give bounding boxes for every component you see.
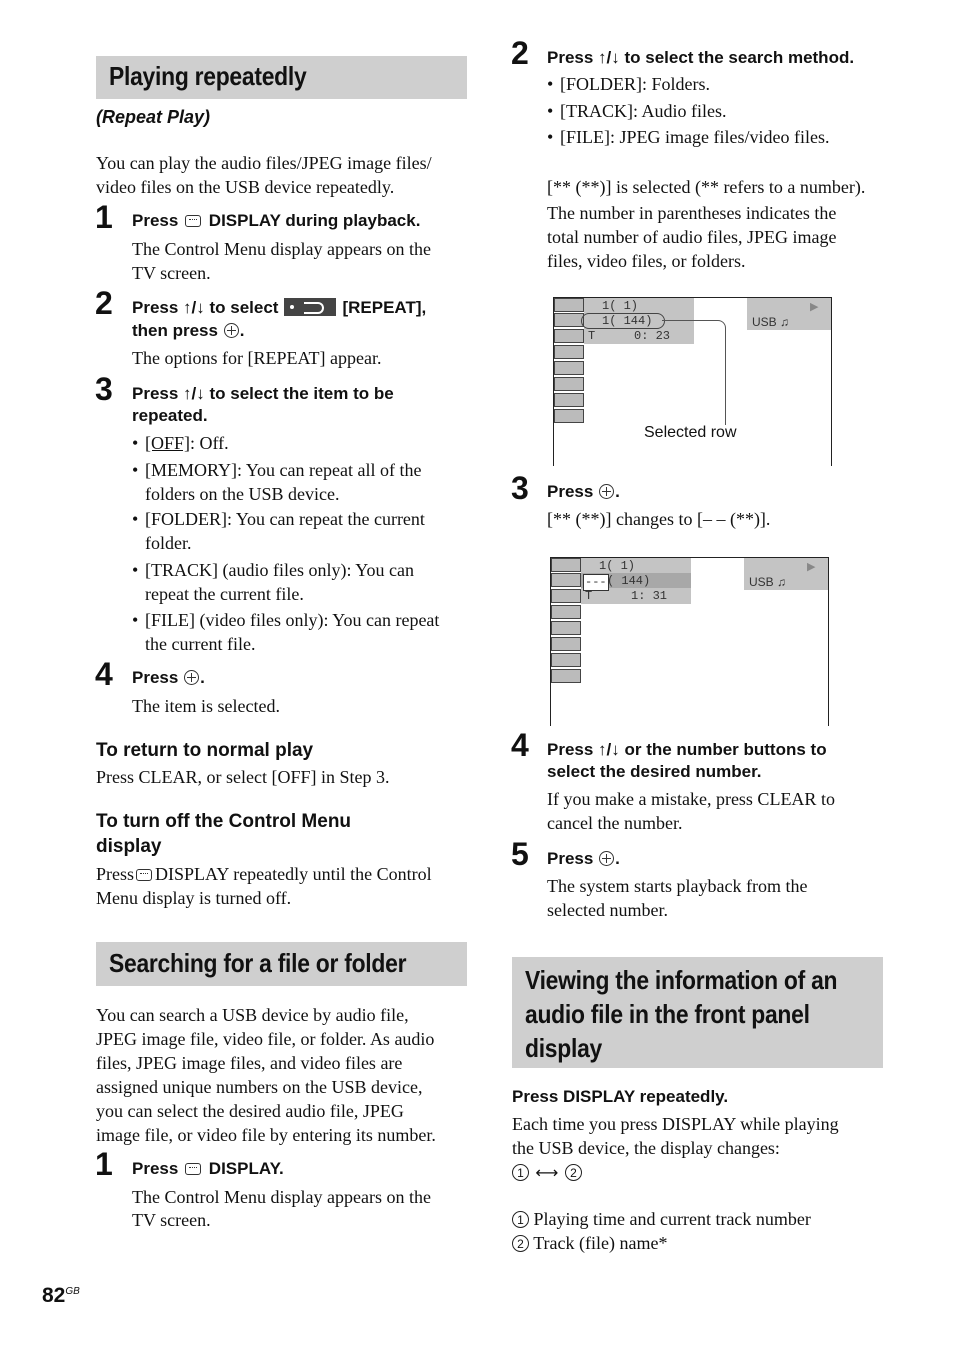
- control-menu-screen-2: [550, 557, 829, 726]
- para-line: JPEG image file, video file, or folder. As audio: [96, 1029, 435, 1049]
- step-desc: [** (**)] changes to [– – (**)].: [547, 509, 771, 529]
- desc-text: Press: [96, 864, 135, 884]
- bullet-text: repeat the current file.: [145, 584, 304, 604]
- step-number: 4: [95, 656, 113, 692]
- step-text: .: [615, 482, 620, 501]
- desc-text: DISPLAY repeatedly until the Control: [155, 864, 432, 884]
- step-text: .: [615, 849, 620, 868]
- bullet-text: folders on the USB device.: [145, 484, 340, 504]
- enter-button-icon: [184, 670, 199, 685]
- intro-line-2: video files on the USB device repeatedly.: [96, 177, 395, 197]
- screen-row: ( 144): [607, 574, 651, 588]
- section-title-text: Searching for a file or folder: [109, 948, 407, 978]
- para-line: image file, or video file by entering its number.: [96, 1125, 436, 1145]
- bullet-text: [FILE] (video files only): You can repeat: [145, 610, 440, 630]
- step-desc: The item is selected.: [132, 696, 280, 716]
- display-button-icon: [136, 869, 152, 881]
- step-number: 2: [511, 35, 529, 71]
- screen-row: T: [585, 589, 593, 603]
- bullet-text: [MEMORY]: You can repeat all of the: [145, 460, 422, 480]
- section-subheading: Press DISPLAY repeatedly.: [512, 1087, 729, 1106]
- screen-row: T: [588, 329, 596, 343]
- step-heading: [132, 666, 205, 689]
- step-number: 1: [95, 1146, 113, 1182]
- search-intro: [96, 1003, 476, 1147]
- section-title-line: Viewing the information of an: [525, 965, 838, 995]
- bullet-text: [FOLDER]: You can repeat the current: [145, 509, 425, 529]
- step-text: Press: [132, 1159, 179, 1178]
- step-desc: selected number.: [547, 900, 668, 920]
- para-line: files, JPEG image files, and video files are: [96, 1053, 403, 1073]
- step-desc: The system starts playback from the: [547, 876, 808, 896]
- bullet: • [FOLDER]: Folders.: [547, 74, 710, 94]
- bullet-text: : Off.: [190, 433, 229, 453]
- circled-number: 2: [565, 1164, 582, 1181]
- turn-off-desc: [96, 862, 432, 886]
- callout-line: [662, 320, 726, 425]
- step-number: 4: [511, 727, 529, 763]
- section-title-line: display: [525, 1033, 602, 1063]
- section-title-line: audio file in the front panel: [525, 999, 810, 1029]
- bullet-text: folder.: [145, 533, 192, 553]
- bullet-text: [TRACK]: Audio files.: [560, 101, 727, 121]
- item-text: Playing time and current track number: [533, 1209, 811, 1229]
- step-heading: [132, 296, 426, 319]
- step-text: Press ↑/↓ to select: [132, 298, 279, 317]
- step-heading: [547, 480, 620, 503]
- subheading-turn-off: To turn off the Control Menu: [96, 811, 352, 832]
- page-number-suffix: GB: [65, 1286, 80, 1297]
- step-heading: [132, 319, 244, 342]
- step-text: Press: [547, 482, 594, 501]
- step-text: Press: [132, 211, 179, 230]
- display-button-icon: [185, 215, 201, 227]
- circled-number: 1: [512, 1211, 529, 1228]
- step-desc: If you make a mistake, press CLEAR to: [547, 789, 835, 809]
- control-menu-screen-1: [553, 297, 832, 466]
- turn-off-desc: Menu display is turned off.: [96, 888, 292, 908]
- play-icon: ▶: [807, 561, 816, 573]
- step-desc: The Control Menu display appears on the: [132, 239, 431, 259]
- step-text: then press: [132, 321, 218, 340]
- bidirectional-arrow-icon: ⟷: [535, 1163, 559, 1182]
- para-line: The number in parentheses indicates the: [547, 203, 837, 223]
- bullet-text: [TRACK] (audio files only): You can: [145, 560, 414, 580]
- para-line: assigned unique numbers on the USB device,: [96, 1077, 423, 1097]
- step-heading: Press ↑/↓ or the number buttons to: [547, 740, 827, 759]
- step-desc: TV screen.: [132, 263, 211, 283]
- bullet: • [TRACK]: Audio files.: [547, 101, 727, 121]
- display-item-1: [512, 1207, 811, 1231]
- section-desc: Each time you press DISPLAY while playing: [512, 1114, 839, 1134]
- bullet: • [FILE]: JPEG image files/video files.: [547, 127, 830, 147]
- step-heading: select the desired number.: [547, 762, 762, 781]
- page-number-text: 82: [42, 1284, 66, 1307]
- section-desc: the USB device, the display changes:: [512, 1138, 780, 1158]
- step-number: 1: [95, 199, 113, 235]
- step-text: Press: [547, 849, 594, 868]
- enter-button-icon: [224, 323, 239, 338]
- screen-row: 1: 31: [631, 589, 668, 603]
- circled-number: 1: [512, 1164, 529, 1181]
- step-number: 2: [95, 285, 113, 321]
- step-text: Press: [132, 668, 179, 687]
- bullet-file: • [FILE] (video files only): You can repeat the current file.: [132, 610, 440, 654]
- step-text: [REPEAT],: [342, 298, 427, 317]
- intro-line-1: You can play the audio files/JPEG image files/: [96, 153, 432, 173]
- step-heading: [132, 1157, 284, 1180]
- section-title-searching: [96, 942, 467, 986]
- search-method-note: [547, 175, 892, 273]
- para-line: you can select the desired audio file, JPEG: [96, 1101, 404, 1121]
- screen-row-input: ---: [585, 575, 607, 589]
- screen-row: 1( 144): [602, 314, 653, 328]
- bullet-folder: • [FOLDER]: You can repeat the current folder.: [132, 509, 425, 553]
- subheading-turn-off: display: [96, 836, 162, 857]
- usb-indicator: USB ♫: [749, 575, 787, 589]
- step-heading: [132, 209, 420, 232]
- step-desc: The Control Menu display appears on the: [132, 1187, 431, 1207]
- step-desc: cancel the number.: [547, 813, 683, 833]
- display-cycle: [512, 1160, 582, 1185]
- para-line: You can search a USB device by audio file,: [96, 1005, 409, 1025]
- bullet-text: [FOLDER]: Folders.: [560, 74, 710, 94]
- item-text: Track (file) name*: [533, 1233, 668, 1253]
- play-icon: ▶: [810, 301, 819, 313]
- step-text: .: [200, 668, 205, 687]
- step-number: 5: [511, 836, 529, 872]
- callout-label: Selected row: [644, 424, 737, 441]
- screen-row: 0: 23: [634, 329, 671, 343]
- circled-number: 2: [512, 1235, 529, 1252]
- step-desc: The options for [REPEAT] appear.: [132, 348, 382, 368]
- screen-row: 1( 1): [599, 559, 636, 573]
- bullet-text: [FILE]: JPEG image files/video files.: [560, 127, 830, 147]
- step-number: 3: [95, 371, 113, 407]
- enter-button-icon: [599, 851, 614, 866]
- para-line: files, video files, or folders.: [547, 251, 746, 271]
- section-title-viewing-info: [512, 957, 883, 1068]
- para-line: total number of audio files, JPEG image: [547, 227, 837, 247]
- step-heading: [547, 847, 620, 870]
- step-heading: Press ↑/↓ to select the search method.: [547, 48, 855, 67]
- step-text: .: [239, 321, 245, 340]
- bullet-text: the current file.: [145, 634, 256, 654]
- bullet-memory: • [MEMORY]: You can repeat all of the folders on the USB device.: [132, 460, 422, 504]
- subheading-return: To return to normal play: [96, 740, 314, 761]
- usb-indicator: USB ♫: [752, 315, 790, 329]
- bullet-track: • [TRACK] (audio files only): You can repeat the current file.: [132, 560, 414, 604]
- screen-row: 1( 1): [602, 299, 639, 313]
- step-text: DISPLAY during playback.: [208, 211, 421, 230]
- step-number: 3: [511, 470, 529, 506]
- return-desc: Press CLEAR, or select [OFF] in Step 3.: [96, 767, 390, 787]
- enter-button-icon: [599, 484, 614, 499]
- section-title-playing-repeatedly: [96, 56, 467, 99]
- para-line: [** (**)] is selected (** refers to a number).: [547, 177, 866, 197]
- step-heading: Press ↑/↓ to select the item to be: [132, 384, 394, 403]
- display-button-icon: [185, 1163, 201, 1175]
- step-text: DISPLAY.: [208, 1159, 284, 1178]
- display-item-2: [512, 1231, 667, 1255]
- step-desc: TV screen.: [132, 1210, 211, 1230]
- page-number: [42, 1284, 80, 1308]
- bullet-off: • [OFF]: Off.: [132, 433, 229, 453]
- step-heading: repeated.: [132, 406, 208, 425]
- section-subtitle: (Repeat Play): [96, 107, 211, 127]
- underlined-default: [OFF]: [145, 433, 191, 453]
- repeat-icon: [284, 298, 336, 316]
- section-title-text: Playing repeatedly: [109, 61, 307, 91]
